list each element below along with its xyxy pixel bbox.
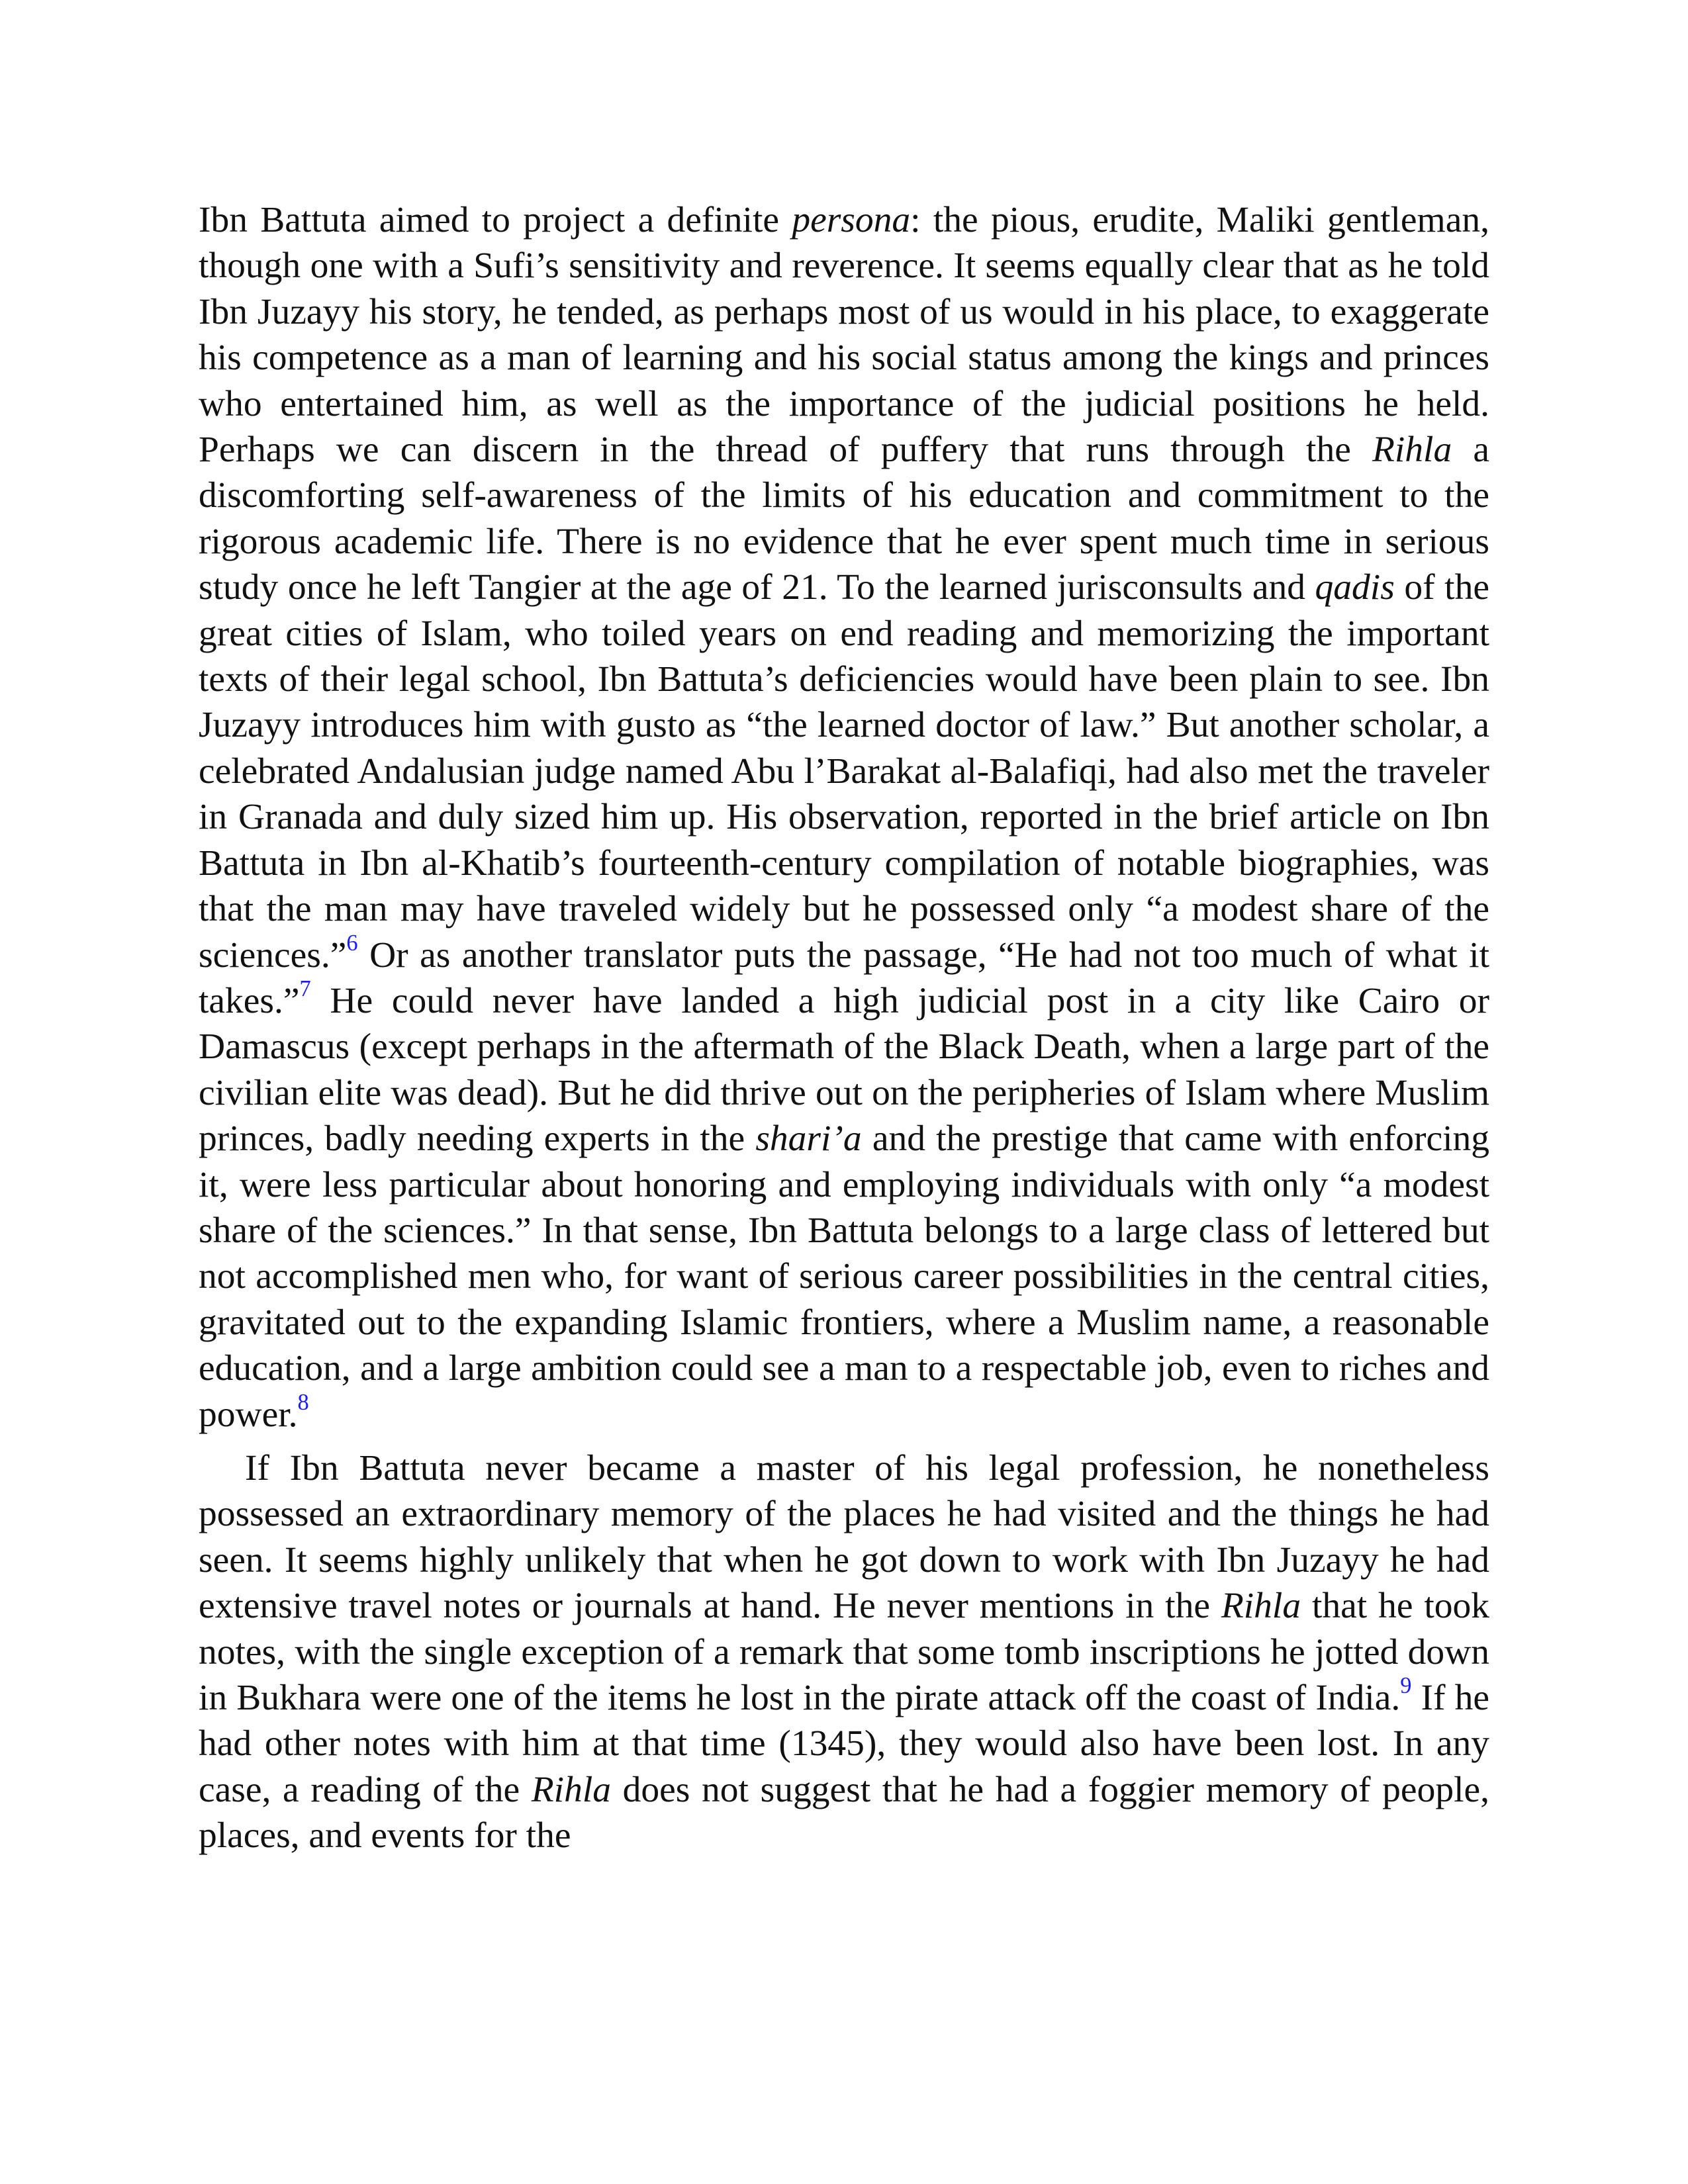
text-run: does not suggest that he had a foggier memory of people, places, and events for the — [199, 1769, 1489, 1856]
footnote-ref-8[interactable]: 8 — [297, 1389, 309, 1415]
footnote-ref-6[interactable]: 6 — [346, 930, 358, 956]
text-run: a discomforting self-awareness of the limits of his education and commitment to the rigorous academic life. There is no evidence that he ever spent much time in serious study once he left Tangier at the age of 21. To the learned jurisconsults and — [199, 430, 1490, 608]
text-run: : the pious, erudite, Maliki gentleman, though one with a Sufi’s sensitivity and reverence. It seems equally clear that as he told Ibn Juzayy his story, he tended, as perhaps most of us would in his place, to exaggerate his competence as a man of learning and his social status among the kings and princes who entertained him, as well as the importance of the judicial positions he held. Perhaps we can discern in the thread of puffery that runs through the — [199, 200, 1489, 471]
page-body — [199, 197, 1489, 1859]
text-run: of the great cities of Islam, who toiled years on end reading and memorizing the important texts of their legal school, Ibn Battuta’s deficiencies would have been plain to see. Ibn Juzayy introduces him with gusto as “the learned doctor of law.” But another scholar, a celebrated Andalusian judge named Abu l’Barakat al-Balafiqi, had also met the traveler in Granada and duly sized him up. His observation, reported in the brief article on Ibn Battuta in Ibn al-Khatib’s fourteenth-century compilation of notable biographies, was that the man may have traveled widely but he possessed only “a modest share of the sciences.” — [199, 567, 1489, 976]
italic-term: Rihla — [531, 1769, 611, 1810]
text-run: Or as another translator puts the passage, “He had not too much of what it takes.” — [199, 934, 1489, 1021]
text-run: that he took notes, with the single exception of a remark that some tomb inscriptions he jotted down in Bukhara were one of the items he lost in the pirate attack off the coast of India. — [199, 1586, 1489, 1718]
footnote-ref-7[interactable]: 7 — [299, 976, 311, 1002]
paragraph-p2 — [199, 1445, 1489, 1859]
italic-term: qadis — [1315, 567, 1395, 608]
text-run: Ibn Battuta aimed to project a definite — [199, 200, 792, 240]
italic-term: Rihla — [1372, 430, 1452, 471]
italic-term: Rihla — [1221, 1586, 1301, 1627]
footnote-ref-9[interactable]: 9 — [1400, 1673, 1412, 1699]
italic-term: persona — [792, 200, 911, 240]
italic-term: shari’a — [755, 1118, 862, 1160]
paragraph-p1 — [199, 197, 1489, 1437]
text-run: If he had other notes with him at that time (1345), they would also have been lost. In any case, a reading of the — [199, 1678, 1489, 1810]
text-run: He could never have landed a high judicial post in a city like Cairo or Damascus (except perhaps in the aftermath of the Black Death, when a large part of the civilian elite was dead). But he did thrive out on the peripheries of Islam where Muslim princes, badly needing experts in the — [199, 980, 1489, 1160]
text-run: If Ibn Battuta never became a master of his legal profession, he nonetheless possessed an extraordinary memory of the places he had visited and the things he had seen. It seems highly unlikely that when he got down to work with Ibn Juzayy he had extensive travel notes or journals at hand. He never mentions in the — [199, 1447, 1489, 1627]
text-run: and the prestige that came with enforcing it, were less particular about honoring and employing individuals with only “a modest share of the sciences.” In that sense, Ibn Battuta belongs to a large class of lettered but not accomplished men who, for want of serious career possibilities in the central cities, gravitated out to the expanding Islamic frontiers, where a Muslim name, a reasonable education, and a large ambition could see a man to a respectable job, even to riches and power. — [199, 1118, 1489, 1435]
